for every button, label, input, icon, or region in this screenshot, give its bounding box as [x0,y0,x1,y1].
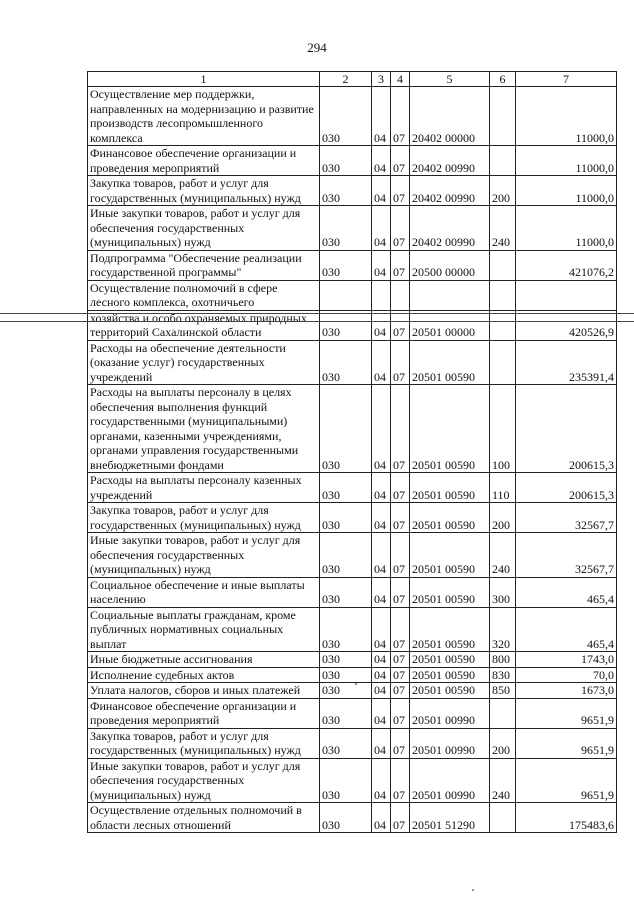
row-subsection: 07 [391,577,410,607]
row-name: Осуществление полномочий в сфере лесного комплекса, охотничьего [88,280,320,310]
row-amount: 11000,0 [516,87,617,146]
row-section: 04 [372,667,391,683]
row-amount: 465,4 [516,577,617,607]
row-subsection: 07 [391,758,410,803]
row-target-article [410,280,490,310]
row-ministry-code: 030 [320,533,372,578]
table-row [88,503,617,533]
row-amount: 9651,9 [516,758,617,803]
row-expense-type: 850 [490,683,516,699]
row-name: Иные бюджетные ассигнования [88,652,320,668]
row-name: Осуществление мер поддержки, направленных на модернизацию и развитие производств лесопромышленного комплекса [88,87,320,146]
row-expense-type [490,280,516,310]
row-subsection: 07 [391,803,410,833]
row-name: Социальные выплаты гражданам, кроме публичных нормативных социальных выплат [88,607,320,652]
row-target-article: 20501 00990 [410,758,490,803]
table-row [88,87,617,146]
table-row [88,698,617,728]
scan-dot [355,683,357,685]
row-target-article: 20501 00590 [410,607,490,652]
table-row [88,683,617,699]
header-col-4: 4 [391,72,410,87]
row-ministry-code: 030 [320,146,372,176]
row-subsection: 07 [391,385,410,473]
row-section: 04 [372,310,391,340]
row-expense-type [490,146,516,176]
row-section: 04 [372,87,391,146]
row-subsection: 07 [391,146,410,176]
header-col-1: 1 [88,72,320,87]
row-target-article: 20402 00990 [410,146,490,176]
row-amount: 32567,7 [516,533,617,578]
row-name: Иные закупки товаров, работ и услуг для обеспечения государственных (муниципальных) нужд [88,758,320,803]
row-expense-type: 240 [490,533,516,578]
row-ministry-code: 030 [320,758,372,803]
table-row [88,607,617,652]
row-expense-type: 200 [490,503,516,533]
table-row [88,667,617,683]
header-col-7: 7 [516,72,617,87]
row-amount: 11000,0 [516,176,617,206]
row-name: Осуществление отдельных полномочий в области лесных отношений [88,803,320,833]
row-name: Расходы на выплаты персоналу в целях обеспечения выполнения функций государственными (муниципальными) органами, казенными учреждениями, органами управления государственными внебюджетными фондами [88,385,320,473]
row-name: Социальное обеспечение и иные выплаты населению [88,577,320,607]
row-subsection: 07 [391,667,410,683]
row-amount: 9651,9 [516,698,617,728]
row-section: 04 [372,728,391,758]
row-name: хозяйства и особо охраняемых природных территорий Сахалинской области [88,310,320,340]
row-target-article: 20501 00590 [410,340,490,385]
row-ministry-code: 030 [320,803,372,833]
row-subsection: 07 [391,652,410,668]
row-expense-type: 300 [490,577,516,607]
row-ministry-code: 030 [320,607,372,652]
row-target-article: 20501 00590 [410,652,490,668]
row-amount: 420526,9 [516,310,617,340]
row-ministry-code: 030 [320,385,372,473]
row-target-article: 20501 00590 [410,683,490,699]
row-ministry-code: 030 [320,577,372,607]
budget-table [87,71,617,833]
row-subsection: 07 [391,310,410,340]
row-section: 04 [372,385,391,473]
row-section: 04 [372,683,391,699]
row-name: Расходы на обеспечение деятельности (оказание услуг) государственных учреждений [88,340,320,385]
row-subsection: 07 [391,503,410,533]
row-amount: 235391,4 [516,340,617,385]
row-expense-type: 240 [490,758,516,803]
row-amount: 200615,3 [516,473,617,503]
row-target-article: 20501 00990 [410,698,490,728]
row-expense-type: 320 [490,607,516,652]
row-name: Подпрограмма "Обеспечение реализации государственной программы" [88,250,320,280]
row-subsection: 07 [391,206,410,251]
row-subsection: 07 [391,176,410,206]
row-name: Финансовое обеспечение организации и проведения мероприятий [88,698,320,728]
row-target-article: 20501 00590 [410,473,490,503]
row-amount: 32567,7 [516,503,617,533]
row-target-article: 20501 00000 [410,310,490,340]
row-ministry-code: 030 [320,667,372,683]
row-section: 04 [372,340,391,385]
row-ministry-code: 030 [320,503,372,533]
row-section: 04 [372,473,391,503]
row-name: Иные закупки товаров, работ и услуг для обеспечения государственных (муниципальных) нужд [88,533,320,578]
row-name: Уплата налогов, сборов и иных платежей [88,683,320,699]
row-subsection: 07 [391,250,410,280]
row-expense-type: 200 [490,176,516,206]
table-body [88,87,617,833]
row-section: 04 [372,577,391,607]
row-expense-type: 800 [490,652,516,668]
row-target-article: 20402 00990 [410,206,490,251]
row-target-article: 20402 00990 [410,176,490,206]
row-amount: 9651,9 [516,728,617,758]
row-amount: 200615,3 [516,385,617,473]
row-subsection: 07 [391,473,410,503]
row-amount: 11000,0 [516,206,617,251]
row-target-article: 20501 51290 [410,803,490,833]
header-col-6: 6 [490,72,516,87]
page-break-line [0,321,634,322]
row-target-article: 20501 00590 [410,503,490,533]
row-section: 04 [372,250,391,280]
scan-dot [472,889,474,891]
row-name: Исполнение судебных актов [88,667,320,683]
row-expense-type [490,803,516,833]
row-name: Финансовое обеспечение организации и проведения мероприятий [88,146,320,176]
row-section [372,280,391,310]
row-subsection: 07 [391,607,410,652]
row-expense-type: 240 [490,206,516,251]
table-row [88,206,617,251]
header-row [88,72,617,87]
row-expense-type: 100 [490,385,516,473]
row-subsection: 07 [391,533,410,578]
row-target-article: 20501 00590 [410,385,490,473]
table-row [88,803,617,833]
row-section: 04 [372,206,391,251]
row-target-article: 20501 00590 [410,667,490,683]
row-amount: 11000,0 [516,146,617,176]
row-ministry-code: 030 [320,310,372,340]
header-col-2: 2 [320,72,372,87]
row-amount [516,280,617,310]
row-section: 04 [372,698,391,728]
table-row [88,310,617,340]
row-ministry-code: 030 [320,250,372,280]
row-subsection: 07 [391,698,410,728]
row-section: 04 [372,533,391,578]
row-expense-type [490,698,516,728]
row-ministry-code: 030 [320,87,372,146]
row-ministry-code: 030 [320,683,372,699]
row-ministry-code [320,280,372,310]
table-row [88,758,617,803]
row-section: 04 [372,607,391,652]
row-expense-type: 200 [490,728,516,758]
table-row [88,146,617,176]
row-expense-type [490,340,516,385]
row-expense-type [490,87,516,146]
row-ministry-code: 030 [320,698,372,728]
row-subsection: 07 [391,340,410,385]
table-row [88,577,617,607]
row-expense-type [490,250,516,280]
row-ministry-code: 030 [320,728,372,758]
row-subsection: 07 [391,683,410,699]
table-row [88,250,617,280]
row-section: 04 [372,176,391,206]
table-row [88,385,617,473]
row-ministry-code: 030 [320,176,372,206]
row-name: Иные закупки товаров, работ и услуг для обеспечения государственных (муниципальных) нужд [88,206,320,251]
row-target-article: 20501 00590 [410,533,490,578]
row-amount: 1743,0 [516,652,617,668]
row-target-article: 20501 00990 [410,728,490,758]
row-section: 04 [372,758,391,803]
row-amount: 70,0 [516,667,617,683]
header-col-3: 3 [372,72,391,87]
row-ministry-code: 030 [320,652,372,668]
table-row [88,533,617,578]
row-amount: 465,4 [516,607,617,652]
row-expense-type: 110 [490,473,516,503]
row-name: Закупка товаров, работ и услуг для государственных (муниципальных) нужд [88,728,320,758]
row-amount: 1673,0 [516,683,617,699]
row-ministry-code: 030 [320,340,372,385]
table-row [88,340,617,385]
table-row [88,728,617,758]
row-subsection [391,280,410,310]
row-ministry-code: 030 [320,206,372,251]
page-number: 294 [307,40,327,55]
row-section: 04 [372,652,391,668]
row-name: Расходы на выплаты персоналу казенных учреждений [88,473,320,503]
row-expense-type: 830 [490,667,516,683]
table-row [88,176,617,206]
row-target-article: 20402 00000 [410,87,490,146]
row-section: 04 [372,803,391,833]
row-subsection: 07 [391,728,410,758]
row-section: 04 [372,503,391,533]
header-col-5: 5 [410,72,490,87]
row-target-article: 20501 00590 [410,577,490,607]
row-section: 04 [372,146,391,176]
row-amount: 421076,2 [516,250,617,280]
row-amount: 175483,6 [516,803,617,833]
row-target-article: 20500 00000 [410,250,490,280]
row-subsection: 07 [391,87,410,146]
table-row [88,652,617,668]
row-name: Закупка товаров, работ и услуг для государственных (муниципальных) нужд [88,503,320,533]
page-break-line [0,313,634,314]
row-name: Закупка товаров, работ и услуг для государственных (муниципальных) нужд [88,176,320,206]
table-row [88,280,617,310]
table-row [88,473,617,503]
row-ministry-code: 030 [320,473,372,503]
row-expense-type [490,310,516,340]
